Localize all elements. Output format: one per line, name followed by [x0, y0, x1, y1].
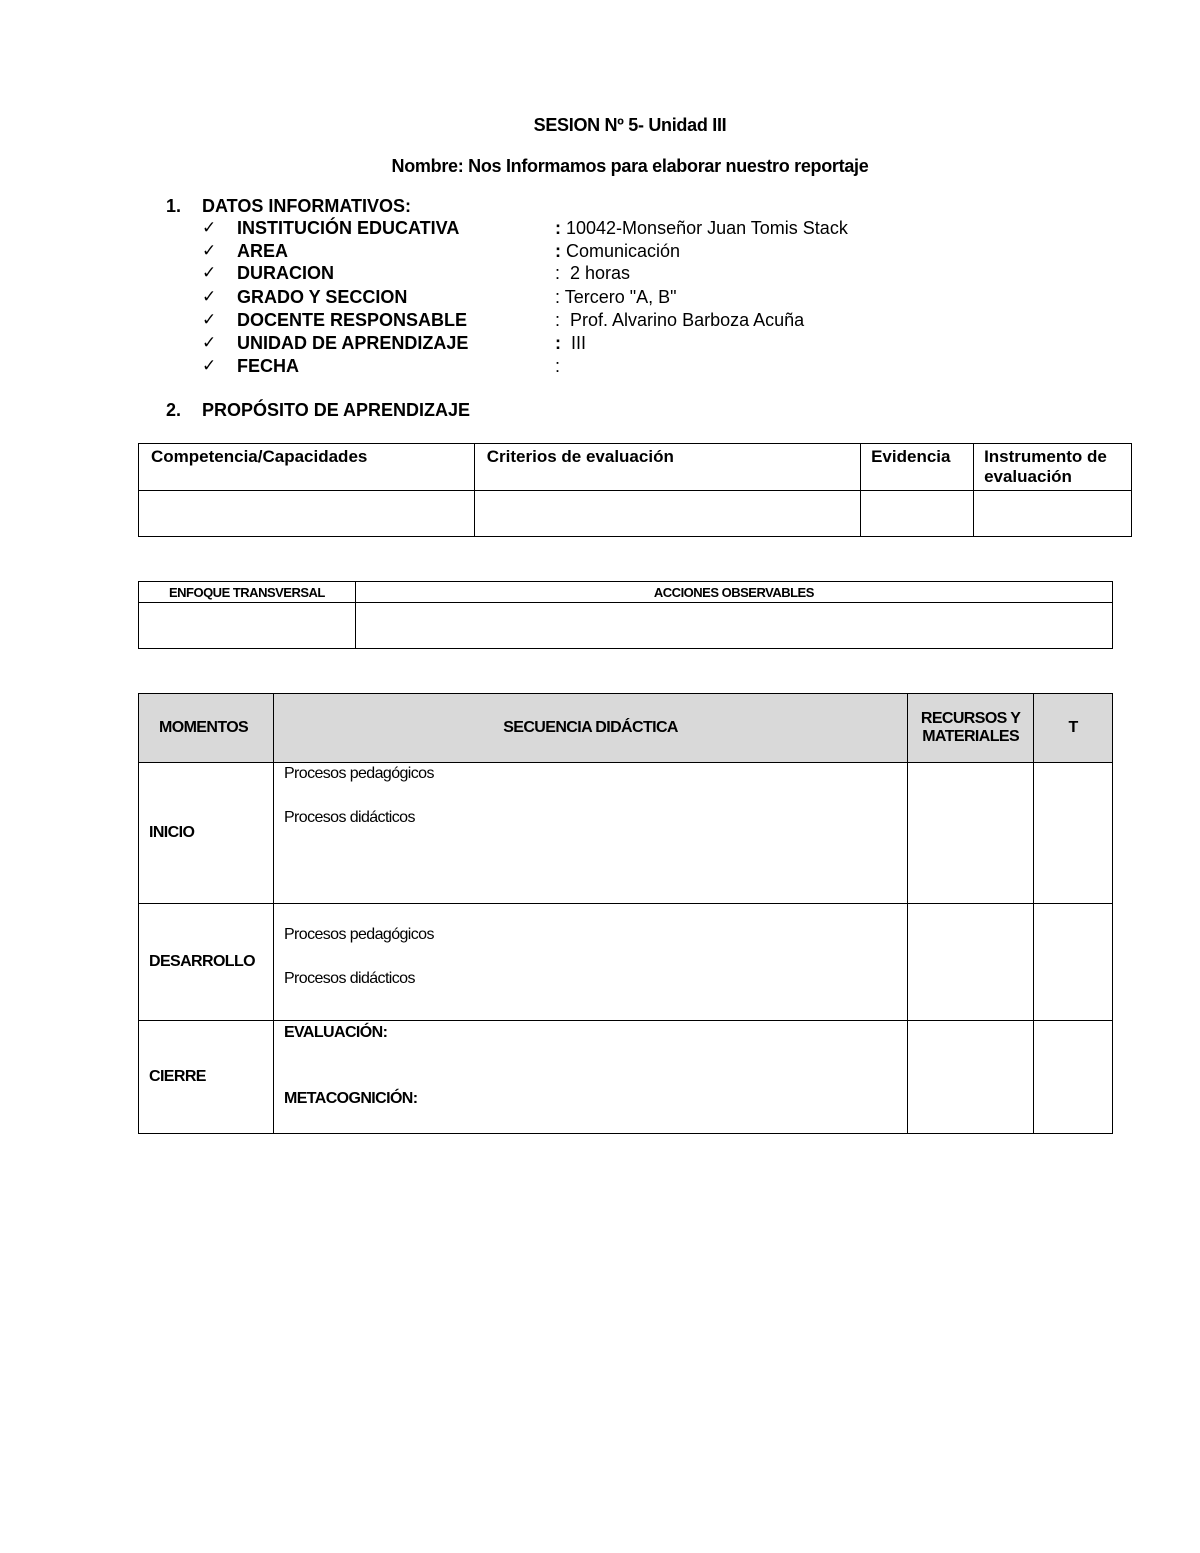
moment-label: INICIO	[139, 763, 274, 904]
info-label: AREA	[237, 241, 289, 261]
col-header-criterios: Criterios de evaluación	[474, 444, 860, 491]
info-value	[555, 356, 560, 377]
sequence-cell[interactable]	[273, 763, 907, 904]
table-row	[139, 491, 1132, 537]
info-colon: :	[555, 241, 561, 261]
time-cell[interactable]	[1034, 763, 1113, 904]
sequence-line: Procesos pedagógicos	[283, 765, 434, 782]
col-header-enfoque: ENFOQUE TRANSVERSAL	[139, 582, 356, 603]
table-cell[interactable]	[474, 491, 860, 537]
table-header-row	[139, 444, 1132, 491]
col-header-instrumento: Instrumento de evaluación	[974, 444, 1132, 491]
info-value	[555, 263, 630, 284]
info-colon: :	[555, 218, 561, 238]
moment-label: DESARROLLO	[139, 904, 274, 1021]
col-header-recursos: RECURSOS Y MATERIALES	[908, 694, 1034, 763]
sequence-line: EVALUACIÓN:	[283, 1024, 388, 1041]
momentos-table	[138, 693, 1113, 1134]
table-row-desarrollo	[139, 904, 1113, 1021]
check-icon: ✓	[202, 263, 217, 282]
section-title: PROPÓSITO DE APRENDIZAJE	[202, 400, 471, 420]
info-value	[555, 241, 680, 262]
info-label: UNIDAD DE APRENDIZAJE	[237, 333, 469, 353]
session-title: SESION Nº 5- Unidad III	[533, 115, 727, 135]
info-label: FECHA	[237, 356, 299, 376]
sequence-cell[interactable]	[273, 1021, 907, 1134]
info-label: GRADO Y SECCION	[237, 287, 408, 307]
table-cell[interactable]	[861, 491, 974, 537]
enfoque-table	[138, 581, 1113, 649]
section-title: DATOS INFORMATIVOS:	[202, 196, 411, 216]
info-value-text: III	[561, 333, 587, 353]
resources-cell[interactable]	[908, 904, 1034, 1021]
info-label: INSTITUCIÓN EDUCATIVA	[237, 218, 460, 238]
section-proposito	[166, 400, 470, 421]
resources-cell[interactable]	[908, 763, 1034, 904]
info-label: DURACION	[237, 263, 334, 283]
col-header-evidencia: Evidencia	[861, 444, 974, 491]
check-icon: ✓	[202, 287, 217, 306]
info-colon: :	[555, 310, 561, 330]
section-number: 2.	[166, 400, 182, 420]
time-cell[interactable]	[1034, 1021, 1113, 1134]
info-value-text: Prof. Alvarino Barboza Acuña	[560, 310, 805, 330]
section-number: 1.	[166, 196, 182, 216]
col-header-secuencia: SECUENCIA DIDÁCTICA	[273, 694, 907, 763]
info-colon: :	[555, 287, 561, 307]
info-value	[555, 218, 848, 239]
session-name: Nombre: Nos Informamos para elaborar nuestro reportaje	[391, 156, 869, 176]
sequence-line: METACOGNICIÓN:	[283, 1090, 418, 1107]
check-icon: ✓	[202, 356, 217, 375]
table-cell[interactable]	[139, 491, 475, 537]
table-header-row	[139, 582, 1113, 603]
info-value-text: Comunicación	[561, 241, 681, 261]
check-icon: ✓	[202, 333, 217, 352]
moment-label: CIERRE	[139, 1021, 274, 1134]
sequence-cell[interactable]	[273, 904, 907, 1021]
info-value-text: 10042-Monseñor Juan Tomis Stack	[561, 218, 848, 238]
section-datos-informativos	[166, 196, 411, 217]
col-header-momentos: MOMENTOS	[139, 694, 274, 763]
col-header-competencia: Competencia/Capacidades	[139, 444, 475, 491]
info-value	[555, 333, 586, 354]
info-colon: :	[555, 333, 561, 353]
info-value	[555, 310, 804, 331]
sequence-line: Procesos didácticos	[283, 809, 415, 826]
table-row-inicio	[139, 763, 1113, 904]
info-value-text: Tercero "A, B"	[560, 287, 677, 307]
table-cell[interactable]	[355, 603, 1112, 649]
info-value-text: 2 horas	[560, 263, 631, 283]
purpose-table	[138, 443, 1132, 537]
check-icon: ✓	[202, 241, 217, 260]
check-icon: ✓	[202, 310, 217, 329]
sequence-line: Procesos didácticos	[283, 970, 415, 987]
table-header-row	[139, 694, 1113, 763]
table-row	[139, 603, 1113, 649]
info-value	[555, 287, 677, 308]
col-header-acciones: ACCIONES OBSERVABLES	[355, 582, 1112, 603]
sequence-line: Procesos pedagógicos	[283, 926, 434, 943]
info-colon: :	[555, 263, 561, 283]
info-colon: :	[555, 356, 561, 376]
check-icon: ✓	[202, 218, 217, 237]
resources-cell[interactable]	[908, 1021, 1034, 1134]
table-cell[interactable]	[974, 491, 1132, 537]
info-label: DOCENTE RESPONSABLE	[237, 310, 468, 330]
time-cell[interactable]	[1034, 904, 1113, 1021]
col-header-t: T	[1034, 694, 1113, 763]
table-row-cierre	[139, 1021, 1113, 1134]
table-cell[interactable]	[139, 603, 356, 649]
